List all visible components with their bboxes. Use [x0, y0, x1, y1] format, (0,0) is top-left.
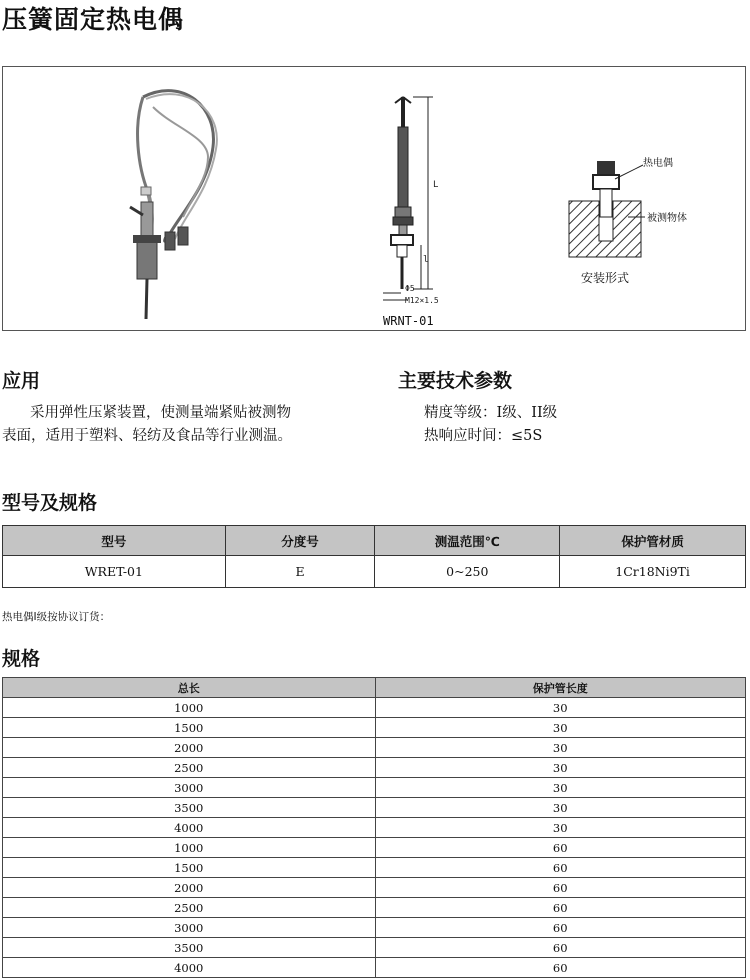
table-row — [3, 858, 746, 878]
params-line-2: 热响应时间：≤5S — [424, 428, 543, 444]
dimension-drawing — [383, 97, 433, 300]
models-header-row — [3, 526, 746, 556]
models-heading: 型号及规格 — [2, 492, 98, 514]
cell-total-length: 2000 — [3, 738, 376, 758]
col-tube-length: 保护管长度 — [375, 678, 746, 698]
cell-total-length: 3000 — [3, 918, 376, 938]
cell-tube-length: 60 — [375, 878, 746, 898]
specs-heading: 规格 — [2, 648, 41, 670]
cell-total-length: 3000 — [3, 778, 376, 798]
table-row — [3, 738, 746, 758]
table-row — [3, 718, 746, 738]
thread-label: M12×1.5 — [405, 296, 439, 305]
cell-tube-length: 60 — [375, 958, 746, 978]
cell-material: 1Cr18Ni9Ti — [560, 556, 746, 588]
cell-tube-length: 60 — [375, 918, 746, 938]
cell-total-length: 2500 — [3, 898, 376, 918]
col-total-length: 总长 — [3, 678, 376, 698]
application-line-2: 表面，适用于塑料、轻纺及食品等行业测温。 — [2, 428, 292, 444]
params-heading: 主要技术参数 — [398, 370, 513, 392]
cell-tube-length: 30 — [375, 778, 746, 798]
col-graduation: 分度号 — [225, 526, 375, 556]
table-row — [3, 818, 746, 838]
dimension-l-label: l — [423, 255, 429, 265]
cell-tube-length: 60 — [375, 858, 746, 878]
dimension-L-label: L — [433, 180, 439, 190]
cell-tube-length: 30 — [375, 698, 746, 718]
table-row — [3, 778, 746, 798]
cell-graduation: E — [225, 556, 375, 588]
table-row — [3, 838, 746, 858]
cell-tube-length: 30 — [375, 758, 746, 778]
cell-tube-length: 30 — [375, 738, 746, 758]
cell-total-length: 2500 — [3, 758, 376, 778]
table-row — [3, 898, 746, 918]
thermocouple-photo — [130, 91, 217, 319]
cell-tube-length: 30 — [375, 798, 746, 818]
col-material: 保护管材质 — [560, 526, 746, 556]
table-row — [3, 758, 746, 778]
cell-model: WRET-01 — [3, 556, 226, 588]
thermocouple-label: 热电偶 — [643, 158, 673, 169]
cell-tube-length: 60 — [375, 838, 746, 858]
table-row — [3, 798, 746, 818]
page-title: 压簧固定热电偶 — [2, 5, 185, 34]
col-range: 测温范围℃ — [375, 526, 560, 556]
cell-tube-length: 30 — [375, 818, 746, 838]
cell-total-length: 3500 — [3, 798, 376, 818]
diameter-label: Φ5 — [405, 284, 415, 293]
cell-total-length: 1000 — [3, 698, 376, 718]
table-row — [3, 918, 746, 938]
install-diagram — [569, 161, 645, 257]
models-row — [3, 556, 746, 588]
params-line-1: 精度等级：I级、II级 — [424, 405, 558, 421]
cell-tube-length: 60 — [375, 898, 746, 918]
col-model: 型号 — [3, 526, 226, 556]
figure-panel — [2, 66, 746, 331]
specs-body — [3, 698, 746, 978]
table-row — [3, 938, 746, 958]
table-row — [3, 698, 746, 718]
cell-total-length: 1000 — [3, 838, 376, 858]
cell-range: 0~250 — [375, 556, 560, 588]
specs-table — [2, 677, 746, 978]
cell-total-length: 2000 — [3, 878, 376, 898]
cell-tube-length: 60 — [375, 938, 746, 958]
cell-total-length: 4000 — [3, 958, 376, 978]
figure-drawings — [3, 67, 747, 332]
application-line-1: 采用弹性压紧装置，使测量端紧贴被测物 — [30, 405, 291, 421]
cell-tube-length: 30 — [375, 718, 746, 738]
table-row — [3, 878, 746, 898]
order-note: 热电偶I级按协议订货： — [2, 611, 111, 623]
cell-total-length: 4000 — [3, 818, 376, 838]
cell-total-length: 1500 — [3, 718, 376, 738]
table-row — [3, 958, 746, 978]
application-heading: 应用 — [2, 370, 41, 392]
cell-total-length: 1500 — [3, 858, 376, 878]
install-caption: 安装形式 — [581, 271, 630, 285]
models-table — [2, 525, 746, 588]
cell-total-length: 3500 — [3, 938, 376, 958]
measured-object-label: 被测物体 — [647, 213, 687, 224]
specs-header-row — [3, 678, 746, 698]
model-label: WRNT-01 — [383, 314, 434, 328]
